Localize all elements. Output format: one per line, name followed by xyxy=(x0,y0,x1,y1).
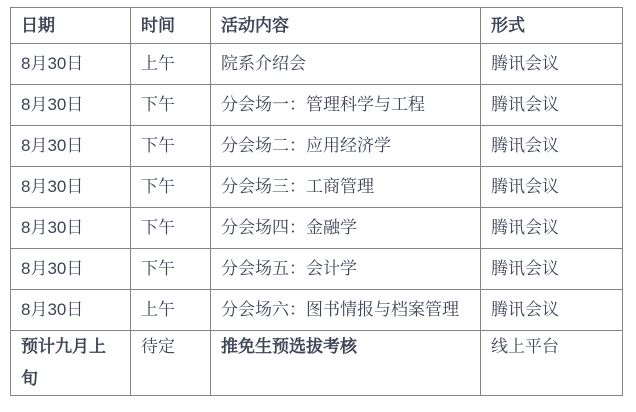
table-cell: 腾讯会议 xyxy=(481,126,623,167)
table-cell: 腾讯会议 xyxy=(481,208,623,249)
table-cell: 8月30日 xyxy=(11,167,131,208)
header-row xyxy=(11,8,623,44)
table-row xyxy=(11,85,623,126)
table-cell: 分会场一：管理科学与工程 xyxy=(211,85,481,126)
table-cell: 下午 xyxy=(131,208,211,249)
table-body xyxy=(11,44,623,396)
table-row xyxy=(11,290,623,331)
table-cell: 上午 xyxy=(131,290,211,331)
table-cell: 8月30日 xyxy=(11,208,131,249)
column-header-activity: 活动内容 xyxy=(211,8,481,44)
table-cell: 8月30日 xyxy=(11,85,131,126)
table-cell: 上午 xyxy=(131,44,211,85)
table-row xyxy=(11,126,623,167)
table-row xyxy=(11,208,623,249)
table-cell: 分会场六：图书情报与档案管理 xyxy=(211,290,481,331)
table-cell: 分会场五：会计学 xyxy=(211,249,481,290)
table-cell: 下午 xyxy=(131,167,211,208)
table-cell: 预计九月上旬 xyxy=(11,331,131,396)
table-cell: 腾讯会议 xyxy=(481,44,623,85)
table-cell: 推免生预选拔考核 xyxy=(211,331,481,396)
table-row xyxy=(11,44,623,85)
table-cell: 8月30日 xyxy=(11,44,131,85)
table-cell: 线上平台 xyxy=(481,331,623,396)
column-header-date: 日期 xyxy=(11,8,131,44)
table-row xyxy=(11,167,623,208)
table-cell: 腾讯会议 xyxy=(481,85,623,126)
table-cell: 腾讯会议 xyxy=(481,167,623,208)
table-cell: 待定 xyxy=(131,331,211,396)
table-cell: 分会场三：工商管理 xyxy=(211,167,481,208)
table-cell: 腾讯会议 xyxy=(481,290,623,331)
table-cell: 下午 xyxy=(131,249,211,290)
schedule-table xyxy=(10,7,623,396)
table-header xyxy=(11,8,623,44)
column-header-time: 时间 xyxy=(131,8,211,44)
table-row xyxy=(11,249,623,290)
table-row xyxy=(11,331,623,396)
table-cell: 8月30日 xyxy=(11,126,131,167)
table-cell: 院系介绍会 xyxy=(211,44,481,85)
table-cell: 下午 xyxy=(131,85,211,126)
table-cell: 8月30日 xyxy=(11,249,131,290)
table-cell: 分会场四：金融学 xyxy=(211,208,481,249)
table-cell: 下午 xyxy=(131,126,211,167)
column-header-format: 形式 xyxy=(481,8,623,44)
table-cell: 腾讯会议 xyxy=(481,249,623,290)
table-cell: 8月30日 xyxy=(11,290,131,331)
table-cell: 分会场二：应用经济学 xyxy=(211,126,481,167)
